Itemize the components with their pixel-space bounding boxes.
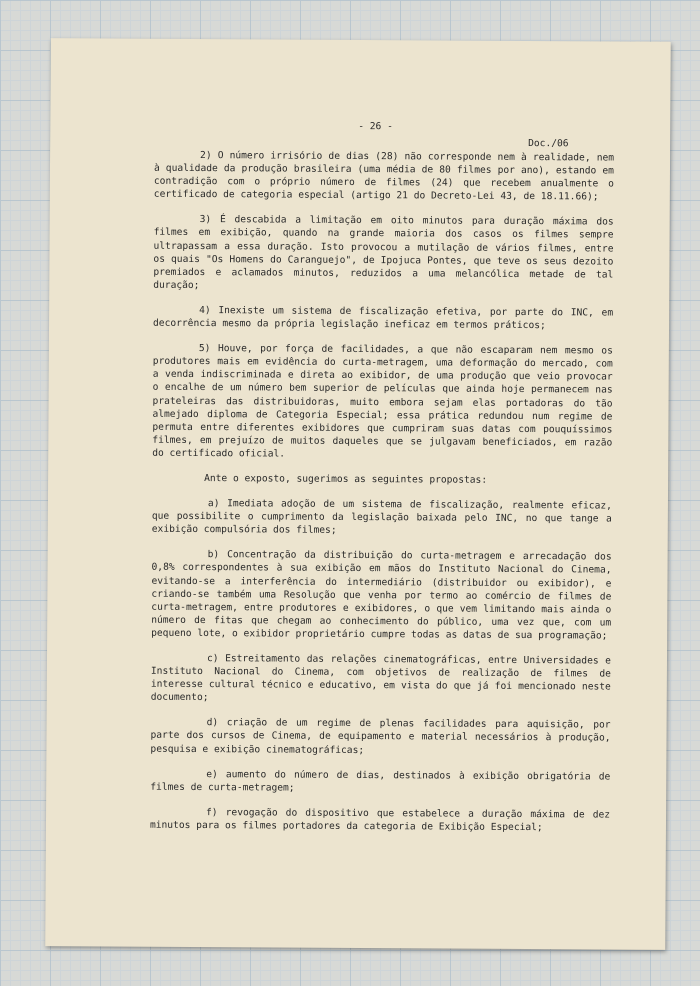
paragraph-item-5: 5) Houve, por força de facilidades, a que não escaparam nem mesmo os produtores mais em evidência do curta-metragem, uma deformação do mercado, com a venda indiscriminada e direta ao exibidor, de uma produção que veio provocar o encalhe de um número bem superior de películas que ainda hoje permanecem nas prateleiras das distribuidoras, muito embora sejam elas portadoras do tão almejado diploma de Categoria Especial; essa prática redundou num regime de permuta entre diferentes exibidores que cumpriram suas datas com pouquíssimos filmes, em prejuízo de muitos daqueles que se julgavam beneficiados, em razão do certificado oficial.: [152, 343, 613, 460]
proposal-item-e: e) aumento do número de dias, destinados à exibição obrigatória de filmes de curta-metragem;: [150, 768, 611, 794]
document-reference: Doc./06: [528, 138, 569, 150]
proposals-intro: Ante o exposto, sugerimos as seguintes propostas:: [204, 473, 488, 486]
document-body: [150, 149, 614, 847]
proposal-item-b: b) Concentração da distribuição do curta-metragem e arrecadação dos 0,8% correspondentes à sua exibição em mãos do Instituto Nacional do Cinema, evitando-se a interferência do intermediário (distribuidor ou exibidor), e criando-se também uma Resolução que venha por termo ao comércio de filmes de curta-metragem, entre produtores e exibidores, o que vem limitando mais ainda o número de fitas que chegam ao conhecimento do público, uma vez que, com um pequeno lote, o exibidor proprietário cumpre todas as datas de sua programação;: [151, 549, 612, 642]
paragraph-item-4: 4) Inexiste um sistema de fiscalização efetiva, por parte do INC, em decorrência mesmo da própria legislação ineficaz em termos práticos;: [153, 304, 614, 332]
paragraph-item-3: 3) É descabida a limitação em oito minutos para duração máxima dos filmes em exibição, quando na grande maioria dos casos os filmes sempre ultrapassam a essa duração. Isto provocou a mutilação de vários filmes, entre os quais "Os Homens do Caranguejo", de Ipojuca Pontes, que teve os seus dezoito premiados e aclamados minutos, reduzidos a uma melancólica metade de tal duração;: [153, 214, 614, 291]
paragraph-item-2: 2) O número irrisório de dias (28) não corresponde nem à realidade, nem à qualidade da produção brasileira (uma média de 80 filmes por ano), estando em contradição com o próprio número de filmes (24) que recebem anualmente o certificado de categoria especial (artigo 21 do Decreto-Lei 43, de 18.11.66);: [153, 150, 615, 203]
document-page: [45, 38, 671, 950]
proposal-item-a: a) Imediata adoção de um sistema de fiscalização, realmente eficaz, que possibilite o cumprimento da legislação baixada pelo INC, no que tange a exibição compulsória dos filmes;: [151, 498, 612, 537]
proposal-item-c: c) Estreitamento das relações cinematográficas, entre Universidades e Instituto Nacional do Cinema, com objetivos de realização de filmes de interesse cultural técnico e educativo, em vista do que já foi mencionado neste documento;: [150, 653, 612, 704]
proposal-item-f: f) revogação do dispositivo que estabelece a duração máxima de dez minutos para os filmes portadores da categoria de Exibição Especial;: [149, 806, 611, 834]
proposal-item-d: d) criação de um regime de plenas facilidades para aquisição, por parte dos cursos de Cinema, de equipamento e material necessários à produção, pesquisa e exibição cinematográficas;: [150, 717, 611, 756]
page-number: - 26 -: [358, 120, 393, 133]
